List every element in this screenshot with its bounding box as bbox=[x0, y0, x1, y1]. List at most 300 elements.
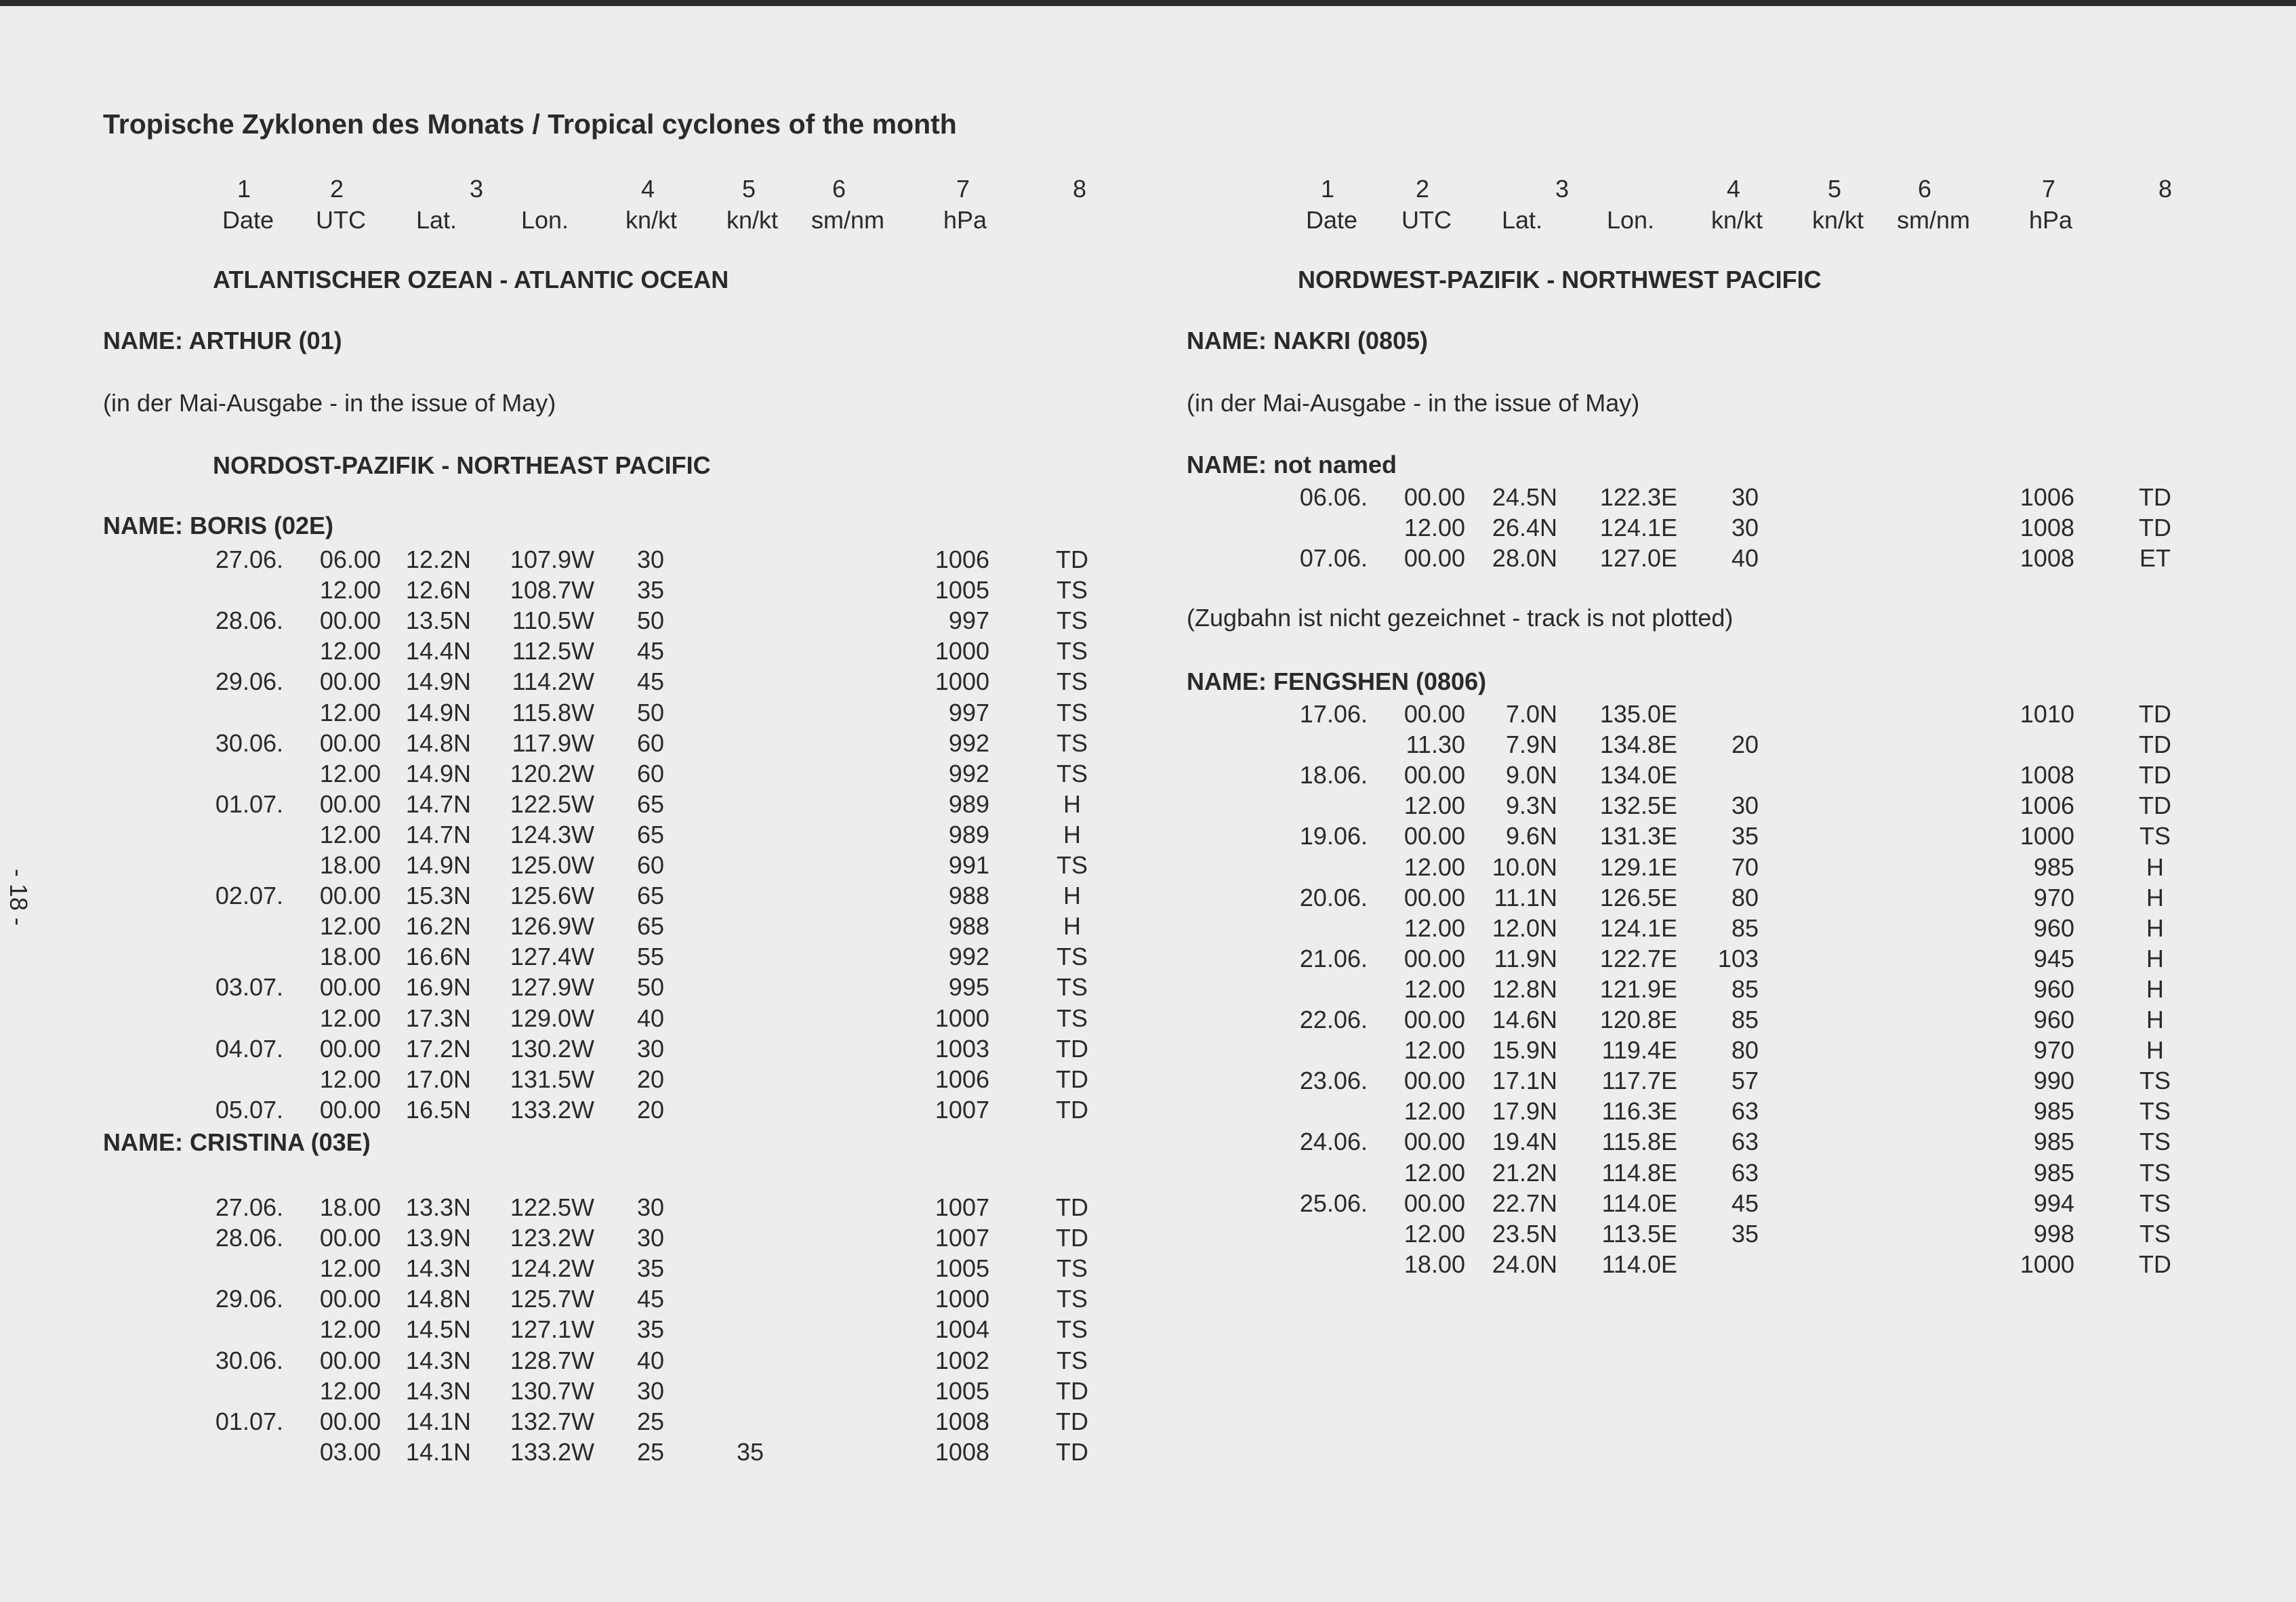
column-number-3: 3 bbox=[1555, 175, 1570, 203]
cell-lon: 130.2W bbox=[510, 1035, 594, 1063]
storm-name: NAME: NAKRI (0805) bbox=[1187, 327, 1429, 354]
cell-type: H bbox=[1063, 882, 1081, 909]
cell-utc: 00.00 bbox=[319, 607, 381, 634]
cell-lat: 14.6N bbox=[1492, 1006, 1557, 1033]
cell-lon: 126.5E bbox=[1599, 884, 1677, 911]
cell-pressure: 1006 bbox=[935, 546, 989, 573]
cell-lon: 121.9E bbox=[1599, 975, 1677, 1003]
cell-lon: 131.3E bbox=[1599, 822, 1677, 850]
cell-type: TS bbox=[1056, 607, 1088, 634]
cell-wind: 30 bbox=[1731, 483, 1759, 511]
cell-utc: 00.00 bbox=[319, 729, 381, 757]
cell-utc: 11.30 bbox=[1406, 731, 1465, 758]
cell-date: 19.06. bbox=[1299, 822, 1368, 850]
cell-wind: 63 bbox=[1731, 1128, 1759, 1155]
cell-lat: 21.2N bbox=[1492, 1159, 1557, 1187]
cell-lat: 14.9N bbox=[405, 760, 471, 787]
cell-wind: 25 bbox=[636, 1438, 664, 1466]
ocean-region-heading: NORDWEST-PAZIFIK - NORTHWEST PACIFIC bbox=[1298, 266, 1822, 293]
cell-lon: 127.9W bbox=[510, 973, 594, 1001]
cell-lat: 15.9N bbox=[1492, 1036, 1557, 1064]
cell-pressure: 1008 bbox=[2020, 544, 2074, 572]
cell-utc: 18.00 bbox=[1403, 1250, 1465, 1278]
cell-pressure: 1006 bbox=[935, 1065, 989, 1093]
cell-date: 06.06. bbox=[1299, 483, 1368, 511]
cell-wind: 55 bbox=[636, 943, 664, 970]
cell-type: TS bbox=[2139, 1067, 2171, 1094]
cell-wind: 65 bbox=[636, 821, 664, 848]
column-label: UTC bbox=[1401, 206, 1452, 234]
cell-pressure: 994 bbox=[2033, 1189, 2074, 1217]
ocean-region-heading: NORDOST-PAZIFIK - NORTHEAST PACIFIC bbox=[213, 451, 711, 479]
cell-lat: 14.4N bbox=[405, 637, 471, 665]
cell-wind: 57 bbox=[1731, 1067, 1759, 1094]
cell-wind: 60 bbox=[636, 729, 664, 757]
cell-wind: 80 bbox=[1731, 1036, 1759, 1064]
cell-lat: 16.2N bbox=[405, 912, 471, 940]
cell-pressure: 1000 bbox=[2020, 1250, 2074, 1278]
cell-lat: 11.1N bbox=[1494, 884, 1557, 911]
cell-pressure: 1010 bbox=[2020, 700, 2074, 728]
cell-wind: 70 bbox=[1731, 853, 1759, 881]
cell-type: H bbox=[1063, 790, 1081, 818]
cell-utc: 00.00 bbox=[319, 1035, 381, 1063]
cell-utc: 00.00 bbox=[1403, 700, 1465, 728]
cell-type: H bbox=[2146, 975, 2164, 1003]
cell-lon: 122.3E bbox=[1599, 483, 1677, 511]
column-label: Lon. bbox=[1606, 206, 1655, 234]
cell-pressure: 1006 bbox=[2020, 792, 2074, 819]
cell-pressure: 985 bbox=[2033, 1128, 2074, 1155]
cell-utc: 00.00 bbox=[319, 1347, 381, 1374]
cell-date: 29.06. bbox=[215, 1285, 283, 1313]
cell-pressure: 1005 bbox=[935, 1377, 989, 1405]
cell-type: H bbox=[2146, 914, 2164, 942]
column-number-7: 7 bbox=[2041, 175, 2056, 203]
cell-type: TS bbox=[2139, 822, 2171, 850]
cell-utc: 00.00 bbox=[1403, 1189, 1465, 1217]
cell-wind: 45 bbox=[1731, 1189, 1759, 1217]
cell-date: 05.07. bbox=[215, 1096, 283, 1124]
cell-pressure: 1008 bbox=[935, 1438, 989, 1466]
cell-wind: 35 bbox=[636, 1315, 664, 1343]
column-label: hPa bbox=[943, 206, 987, 234]
cell-lon: 124.2W bbox=[510, 1254, 594, 1282]
cell-lon: 117.9W bbox=[512, 729, 594, 757]
column-label: hPa bbox=[2028, 206, 2073, 234]
note-text: (Zugbahn ist nicht gezeichnet - track is not plotted) bbox=[1187, 604, 1734, 632]
cell-type: TS bbox=[1056, 1254, 1088, 1282]
cell-wind: 35 bbox=[636, 1254, 664, 1282]
cell-pressure: 1000 bbox=[2020, 822, 2074, 850]
page-title: Tropische Zyklonen des Monats / Tropical cyclones of the month bbox=[103, 108, 957, 140]
cell-pressure: 989 bbox=[948, 821, 989, 848]
cell-pressure: 970 bbox=[2033, 884, 2074, 911]
cell-lat: 17.0N bbox=[405, 1065, 471, 1093]
cell-pressure: 992 bbox=[948, 760, 989, 787]
cell-date: 30.06. bbox=[215, 1347, 283, 1374]
cell-date: 01.07. bbox=[215, 1408, 283, 1435]
cell-type: TS bbox=[1056, 1347, 1088, 1374]
cell-lon: 117.7E bbox=[1601, 1067, 1677, 1094]
column-number-8: 8 bbox=[2158, 175, 2173, 203]
cell-utc: 12.00 bbox=[319, 1377, 381, 1405]
cell-type: TD bbox=[2139, 731, 2171, 758]
cell-lat: 13.9N bbox=[405, 1224, 471, 1252]
cell-date: 04.07. bbox=[215, 1035, 283, 1063]
cell-wind: 63 bbox=[1731, 1097, 1759, 1125]
cell-pressure: 985 bbox=[2033, 1097, 2074, 1125]
cell-utc: 12.00 bbox=[319, 1315, 381, 1343]
cell-type: TS bbox=[1056, 668, 1088, 695]
column-label: Lon. bbox=[520, 206, 569, 234]
cell-lat: 11.9N bbox=[1494, 945, 1557, 972]
cell-wind: 85 bbox=[1731, 914, 1759, 942]
cell-type: TS bbox=[2139, 1128, 2171, 1155]
cell-utc: 00.00 bbox=[1403, 945, 1465, 972]
note-text: (in der Mai-Ausgabe - in the issue of May) bbox=[1187, 389, 1640, 417]
cell-lat: 7.9N bbox=[1505, 731, 1557, 758]
cell-pressure: 1000 bbox=[935, 1004, 989, 1032]
cell-pressure: 997 bbox=[948, 699, 989, 726]
cell-wind: 30 bbox=[1731, 514, 1759, 541]
cell-pressure: 998 bbox=[2033, 1220, 2074, 1248]
cell-type: TS bbox=[2139, 1159, 2171, 1187]
cell-type: TD bbox=[1056, 1224, 1088, 1252]
cell-date: 03.07. bbox=[215, 973, 283, 1001]
cell-date: 28.06. bbox=[215, 607, 283, 634]
storm-name: NAME: BORIS (02E) bbox=[103, 512, 334, 539]
cell-lat: 14.3N bbox=[405, 1347, 471, 1374]
cell-lon: 120.8E bbox=[1599, 1006, 1677, 1033]
cell-type: H bbox=[2146, 1036, 2164, 1064]
cell-date: 30.06. bbox=[215, 729, 283, 757]
cell-utc: 00.00 bbox=[1403, 1128, 1465, 1155]
cell-lat: 13.5N bbox=[405, 607, 471, 634]
cell-lat: 22.7N bbox=[1492, 1189, 1557, 1217]
column-number-8: 8 bbox=[1072, 175, 1087, 203]
cell-utc: 00.00 bbox=[319, 668, 381, 695]
column-number-2: 2 bbox=[329, 175, 344, 203]
cell-wind: 65 bbox=[636, 912, 664, 940]
cell-lat: 14.1N bbox=[405, 1408, 471, 1435]
cell-date: 18.06. bbox=[1299, 761, 1368, 789]
cell-type: H bbox=[2146, 853, 2164, 881]
cell-lon: 114.8E bbox=[1601, 1159, 1677, 1187]
cell-utc: 12.00 bbox=[1403, 514, 1465, 541]
cell-utc: 00.00 bbox=[319, 1096, 381, 1124]
cell-lon: 125.0W bbox=[510, 851, 594, 879]
column-label: kn/kt bbox=[625, 206, 678, 234]
cell-pressure: 945 bbox=[2033, 945, 2074, 972]
cell-lon: 132.5E bbox=[1599, 792, 1677, 819]
cell-pressure: 970 bbox=[2033, 1036, 2074, 1064]
cell-lat: 9.3N bbox=[1505, 792, 1557, 819]
cell-wind: 80 bbox=[1731, 884, 1759, 911]
cell-date: 29.06. bbox=[215, 668, 283, 695]
column-label: Date bbox=[1305, 206, 1358, 234]
cell-lat: 14.3N bbox=[405, 1377, 471, 1405]
cell-wind: 30 bbox=[1731, 792, 1759, 819]
cell-lat: 17.2N bbox=[405, 1035, 471, 1063]
cell-type: H bbox=[2146, 1006, 2164, 1033]
cell-lat: 14.3N bbox=[405, 1254, 471, 1282]
cell-wind: 40 bbox=[636, 1004, 664, 1032]
cell-lon: 127.4W bbox=[510, 943, 594, 970]
cell-wind: 65 bbox=[636, 790, 664, 818]
cell-lat: 14.5N bbox=[405, 1315, 471, 1343]
cell-lat: 12.6N bbox=[405, 576, 471, 604]
cell-type: TD bbox=[1056, 1438, 1088, 1466]
cell-type: TS bbox=[1056, 1315, 1088, 1343]
cell-type: TD bbox=[1056, 1193, 1088, 1221]
cell-pressure: 985 bbox=[2033, 1159, 2074, 1187]
cell-lat: 14.9N bbox=[405, 851, 471, 879]
cell-utc: 12.00 bbox=[1403, 1220, 1465, 1248]
cell-utc: 12.00 bbox=[1403, 853, 1465, 881]
cell-wind: 35 bbox=[636, 576, 664, 604]
cell-pressure: 960 bbox=[2033, 975, 2074, 1003]
cell-date: 27.06. bbox=[215, 1193, 283, 1221]
cell-pressure: 1005 bbox=[935, 1254, 989, 1282]
cell-lat: 14.8N bbox=[405, 729, 471, 757]
cell-type: TD bbox=[1056, 1035, 1088, 1063]
cell-lon: 128.7W bbox=[510, 1347, 594, 1374]
cell-utc: 12.00 bbox=[319, 912, 381, 940]
cell-pressure: 1008 bbox=[2020, 761, 2074, 789]
cell-type: TD bbox=[2139, 1250, 2171, 1278]
cell-lon: 134.0E bbox=[1599, 761, 1677, 789]
cell-utc: 00.00 bbox=[1403, 822, 1465, 850]
column-label: kn/kt bbox=[1710, 206, 1763, 234]
cell-date: 20.06. bbox=[1299, 884, 1368, 911]
cell-wind: 30 bbox=[636, 1377, 664, 1405]
cell-wind: 30 bbox=[636, 546, 664, 573]
cell-lon: 125.6W bbox=[510, 882, 594, 909]
cell-lon: 113.5E bbox=[1601, 1220, 1677, 1248]
cell-utc: 12.00 bbox=[1403, 1036, 1465, 1064]
cell-pressure: 989 bbox=[948, 790, 989, 818]
cell-utc: 12.00 bbox=[1403, 914, 1465, 942]
cell-lon: 127.1W bbox=[510, 1315, 594, 1343]
cell-lon: 107.9W bbox=[510, 546, 594, 573]
column-number-4: 4 bbox=[1726, 175, 1741, 203]
cell-type: TS bbox=[1056, 943, 1088, 970]
cell-utc: 12.00 bbox=[319, 637, 381, 665]
cell-lon: 130.7W bbox=[510, 1377, 594, 1405]
cell-type: TD bbox=[1056, 1096, 1088, 1124]
cell-lon: 122.5W bbox=[510, 790, 594, 818]
cell-lat: 9.0N bbox=[1505, 761, 1557, 789]
cell-date: 01.07. bbox=[215, 790, 283, 818]
cell-utc: 12.00 bbox=[319, 760, 381, 787]
cell-utc: 12.00 bbox=[319, 576, 381, 604]
storm-name: NAME: ARTHUR (01) bbox=[103, 327, 342, 354]
cell-lon: 131.5W bbox=[510, 1065, 594, 1093]
cell-type: H bbox=[2146, 884, 2164, 911]
cell-pressure: 995 bbox=[948, 973, 989, 1001]
cell-lat: 23.5N bbox=[1492, 1220, 1557, 1248]
cell-lat: 16.6N bbox=[405, 943, 471, 970]
cell-utc: 06.00 bbox=[319, 546, 381, 573]
cell-type: TD bbox=[1056, 1377, 1088, 1405]
cell-lon: 132.7W bbox=[510, 1408, 594, 1435]
cell-lon: 123.2W bbox=[510, 1224, 594, 1252]
cell-lon: 116.3E bbox=[1601, 1097, 1677, 1125]
cell-wind: 45 bbox=[636, 637, 664, 665]
cell-type: TS bbox=[2139, 1189, 2171, 1217]
cell-lat: 26.4N bbox=[1492, 514, 1557, 541]
column-label: sm/nm bbox=[1897, 206, 1970, 234]
cell-lon: 124.1E bbox=[1599, 514, 1677, 541]
cell-wind: 30 bbox=[636, 1035, 664, 1063]
cell-pressure: 1000 bbox=[935, 1285, 989, 1313]
cell-lat: 12.0N bbox=[1492, 914, 1557, 942]
cell-utc: 00.00 bbox=[1403, 884, 1465, 911]
cell-utc: 00.00 bbox=[319, 973, 381, 1001]
cell-wind: 50 bbox=[636, 607, 664, 634]
column-number-1: 1 bbox=[237, 175, 251, 203]
cell-type: TD bbox=[1056, 546, 1088, 573]
cell-lon: 125.7W bbox=[510, 1285, 594, 1313]
cell-type: TD bbox=[1056, 1065, 1088, 1093]
cell-lat: 14.1N bbox=[405, 1438, 471, 1466]
cell-lon: 114.2W bbox=[512, 668, 594, 695]
cell-wind: 40 bbox=[636, 1347, 664, 1374]
cell-type: TS bbox=[1056, 851, 1088, 879]
cell-utc: 12.00 bbox=[1403, 1159, 1465, 1187]
cell-lon: 124.3W bbox=[510, 821, 594, 848]
column-label: Lat. bbox=[415, 206, 457, 234]
cell-utc: 00.00 bbox=[1403, 761, 1465, 789]
cell-type: TS bbox=[1056, 576, 1088, 604]
cell-pressure: 1008 bbox=[935, 1408, 989, 1435]
cell-utc: 18.00 bbox=[319, 1193, 381, 1221]
cell-utc: 00.00 bbox=[319, 1285, 381, 1313]
cell-lat: 14.7N bbox=[405, 821, 471, 848]
cell-wind: 85 bbox=[1731, 1006, 1759, 1033]
cell-utc: 00.00 bbox=[1403, 1006, 1465, 1033]
column-number-5: 5 bbox=[1827, 175, 1842, 203]
cell-type: H bbox=[2146, 945, 2164, 972]
column-label: kn/kt bbox=[1811, 206, 1864, 234]
cell-type: TD bbox=[2139, 700, 2171, 728]
cell-date: 25.06. bbox=[1299, 1189, 1368, 1217]
cell-date: 21.06. bbox=[1299, 945, 1368, 972]
cell-type: TD bbox=[2139, 761, 2171, 789]
column-label: Date bbox=[222, 206, 274, 234]
cell-pressure: 1006 bbox=[2020, 483, 2074, 511]
cell-utc: 00.00 bbox=[319, 1224, 381, 1252]
cell-pressure: 960 bbox=[2033, 914, 2074, 942]
column-label: sm/nm bbox=[811, 206, 884, 234]
cell-lon: 115.8W bbox=[512, 699, 594, 726]
column-label: kn/kt bbox=[726, 206, 779, 234]
cell-wind: 63 bbox=[1731, 1159, 1759, 1187]
cell-wind: 20 bbox=[636, 1065, 664, 1093]
cell-wind: 103 bbox=[1717, 945, 1759, 972]
cell-wind: 65 bbox=[636, 882, 664, 909]
cell-lon: 114.0E bbox=[1601, 1189, 1677, 1217]
cell-gust: 35 bbox=[736, 1438, 764, 1466]
cell-pressure: 992 bbox=[948, 729, 989, 757]
cell-pressure: 991 bbox=[948, 851, 989, 879]
note-text: (in der Mai-Ausgabe - in the issue of May) bbox=[103, 389, 556, 417]
cell-pressure: 988 bbox=[948, 882, 989, 909]
cell-pressure: 1005 bbox=[935, 576, 989, 604]
cell-lon: 122.5W bbox=[510, 1193, 594, 1221]
cell-pressure: 1003 bbox=[935, 1035, 989, 1063]
cell-lat: 15.3N bbox=[405, 882, 471, 909]
cell-lat: 14.9N bbox=[405, 668, 471, 695]
cell-lon: 112.5W bbox=[512, 637, 594, 665]
cell-pressure: 985 bbox=[2033, 853, 2074, 881]
cell-utc: 12.00 bbox=[319, 1065, 381, 1093]
cell-lon: 110.5W bbox=[512, 607, 594, 634]
cell-lat: 17.3N bbox=[405, 1004, 471, 1032]
cell-pressure: 1002 bbox=[935, 1347, 989, 1374]
cell-utc: 12.00 bbox=[1403, 792, 1465, 819]
cell-lon: 133.2W bbox=[510, 1438, 594, 1466]
cell-lon: 115.8E bbox=[1601, 1128, 1677, 1155]
cell-utc: 03.00 bbox=[319, 1438, 381, 1466]
cell-type: ET bbox=[2139, 544, 2171, 572]
cell-utc: 00.00 bbox=[1403, 1067, 1465, 1094]
cell-lat: 16.5N bbox=[405, 1096, 471, 1124]
column-number-1: 1 bbox=[1320, 175, 1335, 203]
cell-utc: 12.00 bbox=[319, 1254, 381, 1282]
cell-lat: 19.4N bbox=[1492, 1128, 1557, 1155]
cell-type: TS bbox=[1056, 1004, 1088, 1032]
cell-lat: 14.7N bbox=[405, 790, 471, 818]
cell-type: TS bbox=[1056, 699, 1088, 726]
cell-lat: 7.0N bbox=[1505, 700, 1557, 728]
cell-type: H bbox=[1063, 912, 1081, 940]
cell-date: 22.06. bbox=[1299, 1006, 1368, 1033]
cell-type: TS bbox=[1056, 729, 1088, 757]
storm-name: NAME: not named bbox=[1187, 451, 1397, 478]
cell-lat: 10.0N bbox=[1492, 853, 1557, 881]
storm-name: NAME: FENGSHEN (0806) bbox=[1187, 668, 1487, 695]
cell-type: TS bbox=[1056, 760, 1088, 787]
cell-type: TD bbox=[2139, 792, 2171, 819]
cell-wind: 50 bbox=[636, 699, 664, 726]
column-number-2: 2 bbox=[1415, 175, 1430, 203]
cell-type: TD bbox=[1056, 1408, 1088, 1435]
column-label: Lat. bbox=[1501, 206, 1543, 234]
cell-lon: 133.2W bbox=[510, 1096, 594, 1124]
column-number-4: 4 bbox=[640, 175, 655, 203]
cell-lon: 124.1E bbox=[1599, 914, 1677, 942]
column-label: UTC bbox=[316, 206, 366, 234]
column-number-3: 3 bbox=[469, 175, 484, 203]
column-number-6: 6 bbox=[1917, 175, 1932, 203]
cell-wind: 35 bbox=[1731, 822, 1759, 850]
column-number-5: 5 bbox=[741, 175, 756, 203]
cell-type: TS bbox=[1056, 1285, 1088, 1313]
cell-type: TD bbox=[2139, 514, 2171, 541]
cell-wind: 40 bbox=[1731, 544, 1759, 572]
cell-wind: 30 bbox=[636, 1193, 664, 1221]
cell-utc: 12.00 bbox=[319, 1004, 381, 1032]
cell-wind: 85 bbox=[1731, 975, 1759, 1003]
cell-lon: 129.1E bbox=[1599, 853, 1677, 881]
cell-utc: 12.00 bbox=[319, 699, 381, 726]
cell-lat: 14.8N bbox=[405, 1285, 471, 1313]
cell-wind: 25 bbox=[636, 1408, 664, 1435]
cell-date: 27.06. bbox=[215, 546, 283, 573]
cell-date: 07.06. bbox=[1299, 544, 1368, 572]
